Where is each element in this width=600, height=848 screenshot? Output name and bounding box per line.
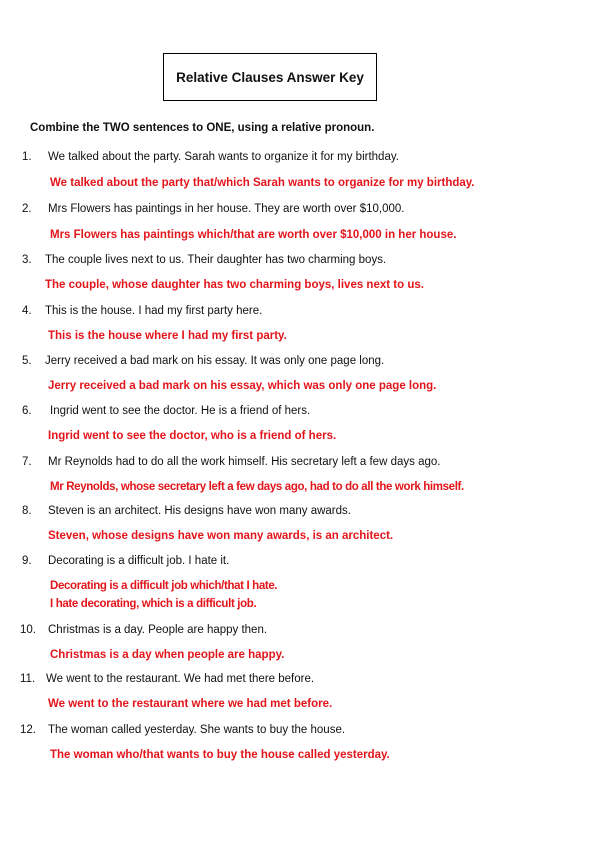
item-number: 12. bbox=[20, 724, 36, 736]
answer-text: Mr Reynolds, whose secretary left a few days ago, had to do all the work himself. bbox=[50, 481, 464, 493]
answer-text: The couple, whose daughter has two charming boys, lives next to us. bbox=[45, 279, 424, 291]
item-number: 9. bbox=[22, 555, 32, 567]
question-text: Mr Reynolds had to do all the work himself. His secretary left a few days ago. bbox=[48, 456, 441, 468]
question-text: Steven is an architect. His designs have won many awards. bbox=[48, 505, 351, 517]
title-box bbox=[163, 53, 377, 101]
answer-text: We talked about the party that/which Sarah wants to organize for my birthday. bbox=[50, 177, 475, 189]
question-text: Decorating is a difficult job. I hate it. bbox=[48, 555, 230, 567]
answer-text: Mrs Flowers has paintings which/that are worth over $10,000 in her house. bbox=[50, 229, 457, 241]
item-number: 7. bbox=[22, 456, 32, 468]
item-number: 4. bbox=[22, 305, 32, 317]
page-title: Relative Clauses Answer Key bbox=[176, 69, 364, 85]
item-number: 2. bbox=[22, 203, 32, 215]
answer-text: This is the house where I had my first party. bbox=[48, 330, 287, 342]
item-number: 10. bbox=[20, 624, 36, 636]
answer-text: Steven, whose designs have won many awards, is an architect. bbox=[48, 530, 394, 542]
question-text: We went to the restaurant. We had met there before. bbox=[46, 673, 315, 685]
answer-text: We went to the restaurant where we had met before. bbox=[48, 698, 333, 710]
answer-text-alt: I hate decorating, which is a difficult job. bbox=[50, 598, 257, 610]
question-text: Mrs Flowers has paintings in her house. They are worth over $10,000. bbox=[48, 203, 405, 215]
question-text: The couple lives next to us. Their daughter has two charming boys. bbox=[45, 254, 387, 266]
item-number: 5. bbox=[22, 355, 32, 367]
answer-text: Christmas is a day when people are happy. bbox=[50, 649, 285, 661]
question-text: The woman called yesterday. She wants to buy the house. bbox=[48, 724, 346, 736]
answer-text: The woman who/that wants to buy the house called yesterday. bbox=[50, 749, 390, 761]
item-number: 8. bbox=[22, 505, 32, 517]
item-number: 11. bbox=[20, 673, 36, 685]
question-text: Jerry received a bad mark on his essay. It was only one page long. bbox=[45, 355, 385, 367]
question-text: This is the house. I had my first party here. bbox=[45, 305, 263, 317]
item-number: 3. bbox=[22, 254, 32, 266]
question-text: We talked about the party. Sarah wants to organize it for my birthday. bbox=[48, 151, 399, 163]
question-text: Ingrid went to see the doctor. He is a friend of hers. bbox=[50, 405, 311, 417]
answer-text: Decorating is a difficult job which/that I hate. bbox=[50, 580, 278, 592]
answer-text: Jerry received a bad mark on his essay, which was only one page long. bbox=[48, 380, 437, 392]
item-number: 6. bbox=[22, 405, 32, 417]
answer-text: Ingrid went to see the doctor, who is a friend of hers. bbox=[48, 430, 337, 442]
question-text: Christmas is a day. People are happy then. bbox=[48, 624, 268, 636]
instruction-text: Combine the TWO sentences to ONE, using a relative pronoun. bbox=[30, 122, 375, 134]
item-number: 1. bbox=[22, 151, 32, 163]
